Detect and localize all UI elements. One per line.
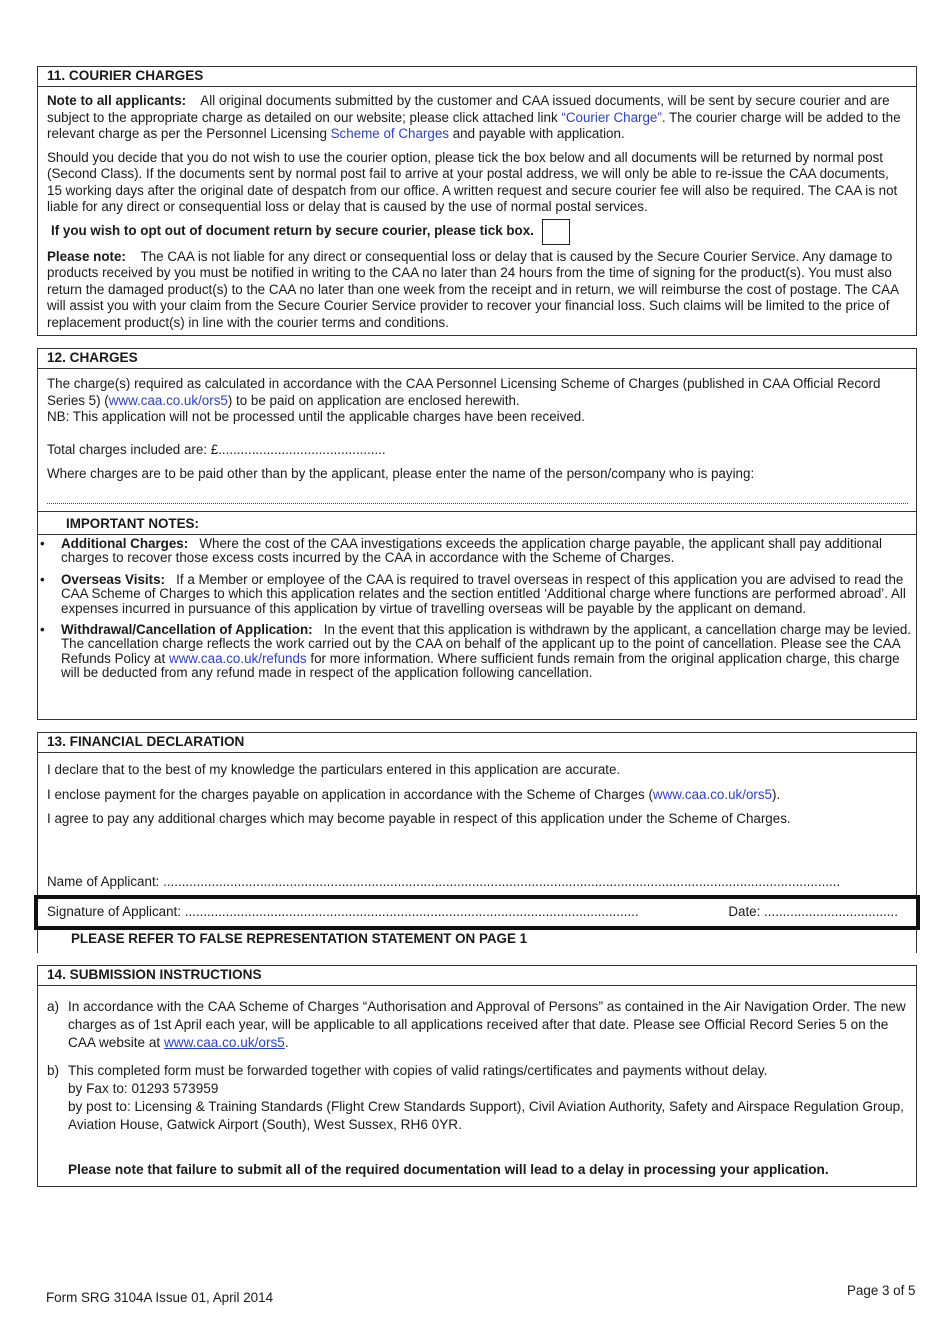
opt-out-checkbox[interactable] — [542, 219, 570, 245]
postal-address: by post to: Licensing & Training Standards (Flight Crew Standards Support), Civil Aviation Authority, Safety and Airspace Regulation Group, Aviation House, Gatwick Airport (South), West Sussex, RH6 0YR. — [68, 1099, 904, 1132]
section-title: 11. COURIER CHARGES — [38, 67, 916, 87]
courier-opt-paragraph: Should you decide that you do not wish to use the courier option, please tick the box below and all documents will be returned by normal post (Second Class). If the documents sent by normal post fail to arrive at your postal address, we will only be able to re-issue the CAA documents, 15 working days after the original date of despatch from our office. A written request and secure courier fee will also be required. The CAA is not liable for any direct or consequential loss or delay that is caused by the use of normal postal services. — [47, 149, 898, 214]
section-courier-charges — [37, 66, 917, 336]
please-note — [47, 249, 907, 332]
scheme-of-charges-link[interactable]: Scheme of Charges — [330, 126, 449, 141]
payer-instruction: Where charges are to be paid other than by the applicant, please enter the name of the person/company who is paying: — [47, 466, 755, 481]
note-text: Where the cost of the CAA investigations exceeds the application charge payable, the applicant shall pay additional charges to recover those excess costs incurred by the CAA in accordance with the Scheme of Charges. — [61, 536, 882, 566]
ors5-link[interactable]: www.caa.co.uk/ors5 — [652, 786, 772, 802]
signature-field[interactable]: Signature of Applicant: .......................................................................................................................... — [47, 904, 639, 919]
charges-text: ) to be paid on application are enclosed herewith. — [227, 392, 520, 408]
note-to-applicants — [47, 93, 907, 143]
section-title: 14. SUBMISSION INSTRUCTIONS — [38, 966, 916, 986]
date-field[interactable]: Date: .................................... — [728, 904, 898, 919]
please-note-label: Please note: — [47, 248, 126, 264]
note-text: and payable with application. — [448, 126, 625, 141]
courier-charge-link[interactable]: “Courier Charge” — [561, 109, 662, 125]
note-text: If a Member or employee of the CAA is required to travel overseas in respect of this application you are advised to read the CAA Scheme of Charges to which this application relates and the section entitled ‘Additional charge where functions are performed abroad’. All expenses incurred in pursuance of this application by virtue of travelling overseas will be payable by the applicant on demand. — [61, 571, 906, 616]
declaration-text: I enclose payment for the charges payable on application in accordance with the Scheme of Charges ( — [47, 786, 653, 802]
note-label: Withdrawal/Cancellation of Application: — [61, 622, 313, 638]
false-representation-warning: PLEASE REFER TO FALSE REPRESENTATION STATEMENT ON PAGE 1 — [71, 930, 528, 946]
instruction-text: . — [284, 1035, 289, 1050]
opt-out-label: If you wish to opt out of document return by secure courier, please tick box. — [51, 223, 534, 239]
declaration-accurate: I declare that to the best of my knowledge the particulars entered in this application are accurate. — [47, 762, 621, 777]
note-label: Note to all applicants: — [47, 93, 187, 108]
note-label: Overseas Visits: — [61, 571, 165, 587]
note-withdrawal: • Withdrawal/Cancellation of Application: In the event that this application is withdrawn by the applicant, a cancellation charge may be levied. The cancellation charge reflects the work carried out by the CAA on behalf of the applicant up to the point of cancellation. Please see the CAA Refunds Policy at www.caa.co.uk/refunds for more information. Where sufficient funds remain from the original application charge, this charge will be deducted from any refund made in respect of the application following cancellation. — [40, 622, 912, 681]
note-text: . The courier charge will be added to the relevant charge as per the Personnel Licensing — [47, 109, 901, 141]
important-notes-title: IMPORTANT NOTES: — [66, 515, 199, 531]
instruction-a — [47, 998, 907, 1052]
instruction-text: In accordance with the CAA Scheme of Charges “Authorisation and Approval of Persons” as contained in the Air Navigation Order. The new charges as of 1st April each year, will be applicable to all applications received after that date. Please see Official Record Series 5 on the CAA website at — [68, 999, 906, 1050]
charges-text: The charge(s) required as calculated in accordance with the CAA Personnel Licensing Scheme of Charges (published in CAA Official Record Series 5) ( — [47, 376, 881, 408]
form-identifier: Form SRG 3104A Issue 01, April 2014 — [46, 1290, 274, 1305]
note-additional-charges: • Additional Charges: Where the cost of the CAA investigations exceeds the application charge payable, the applicant shall pay additional charges to recover those excess costs incurred by the CAA in accordance with the Scheme of Charges. — [40, 536, 882, 566]
list-letter: a) — [47, 999, 60, 1014]
instruction-text: This completed form must be forwarded together with copies of valid ratings/certificates and payments without delay. — [68, 1063, 768, 1078]
note-text: for more information. Where sufficient funds remain from the original application charge, this charge will be deducted from any refund made in respect of the application following cancellation. — [61, 650, 900, 681]
section-submission-instructions — [37, 965, 917, 1187]
note-overseas-visits: • Overseas Visits: If a Member or employee of the CAA is required to travel overseas in respect of this application you are advised to read the CAA Scheme of Charges to which this application relates and the section entitled ‘Additional charge where functions are performed abroad’. All expenses incurred in pursuance of this application by virtue of travelling overseas will be payable by the applicant on demand. — [40, 571, 906, 616]
opt-out-row — [51, 219, 907, 245]
declaration-text: ). — [772, 786, 781, 802]
instruction-b — [47, 1062, 907, 1134]
ors5-link[interactable]: www.caa.co.uk/ors5 — [163, 1035, 285, 1050]
section-financial-declaration — [37, 732, 917, 953]
declaration-additional: I agree to pay any additional charges which may become payable in respect of this application under the Scheme of Charges. — [47, 811, 791, 826]
ors5-link[interactable]: www.caa.co.uk/ors5 — [108, 392, 228, 408]
note-text: In the event that this application is withdrawn by the applicant, a cancellation charge may be levied. The cancellation charge reflects the work carried out by the CAA on behalf of the applicant up to the point of cancellation. Please see the CAA Refunds Policy at — [61, 622, 912, 666]
note-text: All original documents submitted by the customer and CAA issued documents, will be sent by secure courier and are subject to the appropriate charge as detailed on our website; please click attached link — [47, 93, 890, 125]
section-charges — [37, 348, 917, 720]
section-title: 13. FINANCIAL DECLARATION — [38, 733, 916, 753]
applicant-name-field[interactable]: Name of Applicant: ...................................................................................................................................................................................... — [47, 873, 841, 889]
note-label: Additional Charges: — [61, 536, 189, 551]
section-title: 12. CHARGES — [38, 349, 916, 369]
page-number: Page 3 of 5 — [847, 1283, 916, 1298]
total-charges-field[interactable]: Total charges included are: £............................................. — [47, 441, 386, 457]
final-note: Please note that failure to submit all of the required documentation will lead to a delay in processing your application. — [68, 1162, 829, 1177]
payer-name-field[interactable] — [47, 493, 908, 504]
please-note-text: The CAA is not liable for any direct or consequential loss or delay that is caused by the Secure Courier Service. Any damage to products received by you must be notified in writing to the CAA no later than 24 hours from the time of signing for the product(s). You must also return the damaged product(s) to the CAA no later than one week from the receipt and in return, we will reimburse the cost of postage. The CAA will assist you with your claim from the Secure Courier Service provider to recover your financial loss. Such claims will be limited to the price of replacement product(s) in line with the courier terms and conditions. — [47, 248, 899, 330]
fax-number: by Fax to: 01293 573959 — [68, 1081, 219, 1096]
nb-note: NB: This application will not be processed until the applicable charges have been received. — [47, 409, 585, 424]
list-letter: b) — [47, 1063, 60, 1078]
declaration-payment — [47, 787, 907, 804]
signature-box — [34, 895, 920, 930]
charges-paragraph — [47, 376, 912, 409]
refunds-link[interactable]: www.caa.co.uk/refunds — [168, 650, 307, 666]
